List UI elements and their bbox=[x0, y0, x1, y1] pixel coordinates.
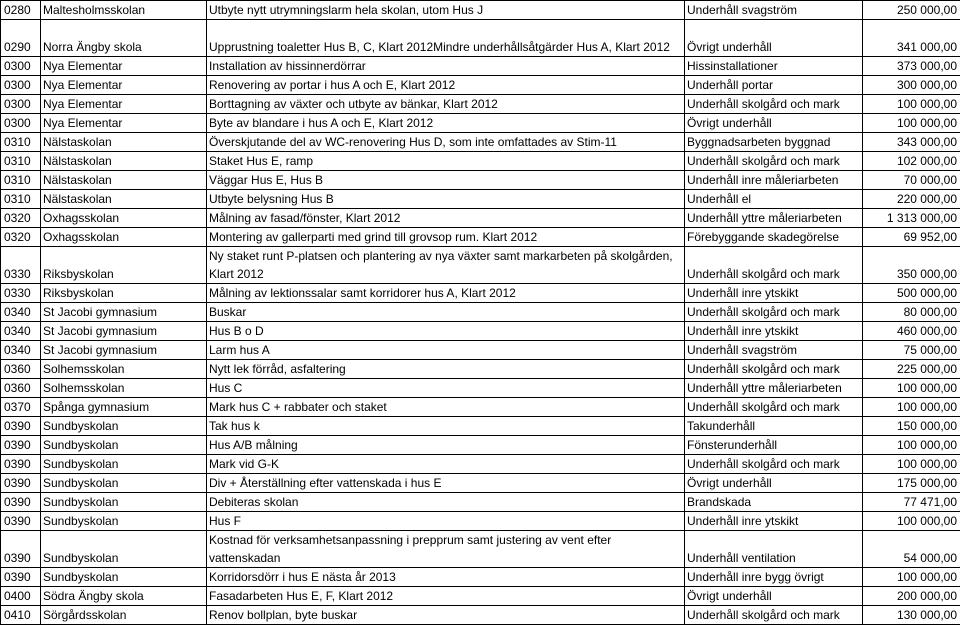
cell-code: 0360 bbox=[1, 360, 41, 379]
cell-category: Byggnadsarbeten byggnad bbox=[685, 133, 863, 152]
cell-category: Underhåll skolgård och mark bbox=[685, 303, 863, 322]
table-row bbox=[1, 76, 960, 95]
cell-category: Underhåll inre bygg övrigt bbox=[685, 568, 863, 587]
cell-school: Riksbyskolan bbox=[41, 247, 207, 284]
cell-school: Sundbyskolan bbox=[41, 474, 207, 493]
cell-school: Sundbyskolan bbox=[41, 568, 207, 587]
cell-category: Underhåll ventilation bbox=[685, 531, 863, 568]
table-row bbox=[1, 493, 960, 512]
table-row bbox=[1, 247, 960, 284]
table-row bbox=[1, 322, 960, 341]
table-row bbox=[1, 20, 960, 57]
cell-description: Div + Återställning efter vattenskada i hus E bbox=[207, 474, 685, 493]
cell-description: Installation av hissinnerdörrar bbox=[207, 57, 685, 76]
cell-description: Byte av blandare i hus A och E, Klart 2012 bbox=[207, 114, 685, 133]
cell-code: 0330 bbox=[1, 284, 41, 303]
cell-code: 0390 bbox=[1, 531, 41, 568]
cell-category: Underhåll skolgård och mark bbox=[685, 152, 863, 171]
cell-category: Övrigt underhåll bbox=[685, 20, 863, 57]
cell-category: Underhåll skolgård och mark bbox=[685, 95, 863, 114]
table-row bbox=[1, 284, 960, 303]
cell-description: Nytt lek förråd, asfaltering bbox=[207, 360, 685, 379]
cell-code: 0390 bbox=[1, 455, 41, 474]
cell-category: Hissinstallationer bbox=[685, 57, 863, 76]
cell-category: Takunderhåll bbox=[685, 417, 863, 436]
cell-description: Väggar Hus E, Hus B bbox=[207, 171, 685, 190]
cell-amount: 250 000,00 bbox=[863, 1, 960, 20]
cell-description: Ny staket runt P-platsen och plantering av nya växter samt markarbeten på skolgården, Klart 2012 bbox=[207, 247, 685, 284]
cell-amount: 343 000,00 bbox=[863, 133, 960, 152]
table-body bbox=[1, 1, 960, 625]
cell-description: Borttagning av växter och utbyte av bänkar, Klart 2012 bbox=[207, 95, 685, 114]
cell-description: Målning av lektionssalar samt korridorer hus A, Klart 2012 bbox=[207, 284, 685, 303]
cell-school: Sörgårdsskolan bbox=[41, 606, 207, 625]
cell-category: Underhåll skolgård och mark bbox=[685, 606, 863, 625]
cell-amount: 100 000,00 bbox=[863, 568, 960, 587]
cell-school: Nya Elementar bbox=[41, 114, 207, 133]
cell-category: Underhåll yttre måleriarbeten bbox=[685, 209, 863, 228]
cell-school: Solhemsskolan bbox=[41, 379, 207, 398]
cell-description: Hus A/B målning bbox=[207, 436, 685, 455]
cell-school: Nya Elementar bbox=[41, 95, 207, 114]
cell-category: Underhåll inre ytskikt bbox=[685, 322, 863, 341]
cell-code: 0340 bbox=[1, 303, 41, 322]
cell-code: 0310 bbox=[1, 133, 41, 152]
table-row bbox=[1, 228, 960, 247]
cell-amount: 80 000,00 bbox=[863, 303, 960, 322]
cell-category: Förebyggande skadegörelse bbox=[685, 228, 863, 247]
cell-category: Övrigt underhåll bbox=[685, 474, 863, 493]
cell-code: 0320 bbox=[1, 209, 41, 228]
cell-category: Underhåll svagström bbox=[685, 341, 863, 360]
cell-code: 0310 bbox=[1, 152, 41, 171]
cell-description: Buskar bbox=[207, 303, 685, 322]
cell-description: Tak hus k bbox=[207, 417, 685, 436]
cell-code: 0390 bbox=[1, 568, 41, 587]
cell-school: Oxhagsskolan bbox=[41, 209, 207, 228]
cell-description: Målning av fasad/fönster, Klart 2012 bbox=[207, 209, 685, 228]
cell-category: Underhåll yttre måleriarbeten bbox=[685, 379, 863, 398]
cell-school: St Jacobi gymnasium bbox=[41, 341, 207, 360]
cell-school: Nälstaskolan bbox=[41, 171, 207, 190]
cell-description: Utbyte belysning Hus B bbox=[207, 190, 685, 209]
table-row bbox=[1, 171, 960, 190]
cell-category: Underhåll inre ytskikt bbox=[685, 512, 863, 531]
cell-amount: 100 000,00 bbox=[863, 114, 960, 133]
cell-description: Kostnad för verksamhetsanpassning i prepprum samt justering av vent efter vattenskadan bbox=[207, 531, 685, 568]
cell-school: St Jacobi gymnasium bbox=[41, 303, 207, 322]
cell-school: Solhemsskolan bbox=[41, 360, 207, 379]
cell-category: Övrigt underhåll bbox=[685, 114, 863, 133]
cell-category: Brandskada bbox=[685, 493, 863, 512]
cell-code: 0300 bbox=[1, 76, 41, 95]
table-row bbox=[1, 512, 960, 531]
cell-amount: 373 000,00 bbox=[863, 57, 960, 76]
cell-description: Mark vid G-K bbox=[207, 455, 685, 474]
cell-amount: 300 000,00 bbox=[863, 76, 960, 95]
cell-school: Oxhagsskolan bbox=[41, 228, 207, 247]
cell-description: Larm hus A bbox=[207, 341, 685, 360]
cell-amount: 500 000,00 bbox=[863, 284, 960, 303]
cell-category: Fönsterunderhåll bbox=[685, 436, 863, 455]
cell-code: 0390 bbox=[1, 493, 41, 512]
cell-category: Underhåll skolgård och mark bbox=[685, 247, 863, 284]
cell-description: Hus F bbox=[207, 512, 685, 531]
table-row bbox=[1, 417, 960, 436]
cell-amount: 220 000,00 bbox=[863, 190, 960, 209]
cell-amount: 75 000,00 bbox=[863, 341, 960, 360]
cell-amount: 1 313 000,00 bbox=[863, 209, 960, 228]
cell-code: 0370 bbox=[1, 398, 41, 417]
cell-code: 0390 bbox=[1, 474, 41, 493]
table-row bbox=[1, 398, 960, 417]
cell-description: Fasadarbeten Hus E, F, Klart 2012 bbox=[207, 587, 685, 606]
table-row bbox=[1, 209, 960, 228]
cell-description: Korridorsdörr i hus E nästa år 2013 bbox=[207, 568, 685, 587]
cell-code: 0300 bbox=[1, 95, 41, 114]
cell-description: Debiteras skolan bbox=[207, 493, 685, 512]
cell-description: Renov bollplan, byte buskar bbox=[207, 606, 685, 625]
table-row bbox=[1, 57, 960, 76]
cell-amount: 100 000,00 bbox=[863, 398, 960, 417]
cell-school: Nälstaskolan bbox=[41, 133, 207, 152]
cell-code: 0310 bbox=[1, 190, 41, 209]
cell-school: Nälstaskolan bbox=[41, 190, 207, 209]
cell-category: Underhåll svagström bbox=[685, 1, 863, 20]
cell-amount: 77 471,00 bbox=[863, 493, 960, 512]
cell-category: Underhåll inre måleriarbeten bbox=[685, 171, 863, 190]
cell-code: 0320 bbox=[1, 228, 41, 247]
table-row bbox=[1, 341, 960, 360]
cell-school: Nälstaskolan bbox=[41, 152, 207, 171]
table-row bbox=[1, 474, 960, 493]
cell-school: Sundbyskolan bbox=[41, 493, 207, 512]
table-row bbox=[1, 568, 960, 587]
cell-code: 0400 bbox=[1, 587, 41, 606]
cell-code: 0310 bbox=[1, 171, 41, 190]
cell-amount: 100 000,00 bbox=[863, 512, 960, 531]
cell-amount: 100 000,00 bbox=[863, 436, 960, 455]
cell-code: 0280 bbox=[1, 1, 41, 20]
table-row bbox=[1, 587, 960, 606]
table-row bbox=[1, 1, 960, 20]
cell-amount: 100 000,00 bbox=[863, 379, 960, 398]
cell-school: St Jacobi gymnasium bbox=[41, 322, 207, 341]
table-row bbox=[1, 190, 960, 209]
cell-description: Upprustning toaletter Hus B, C, Klart 2012Mindre underhållsåtgärder Hus A, Klart 2012 bbox=[207, 20, 685, 57]
cell-description: Mark hus C + rabbater och staket bbox=[207, 398, 685, 417]
cell-code: 0390 bbox=[1, 417, 41, 436]
cell-school: Sundbyskolan bbox=[41, 417, 207, 436]
table-row bbox=[1, 379, 960, 398]
cell-amount: 102 000,00 bbox=[863, 152, 960, 171]
cell-category: Underhåll skolgård och mark bbox=[685, 360, 863, 379]
table-row bbox=[1, 531, 960, 568]
cell-category: Underhåll inre ytskikt bbox=[685, 284, 863, 303]
cell-description: Hus C bbox=[207, 379, 685, 398]
cell-code: 0390 bbox=[1, 512, 41, 531]
table-row bbox=[1, 133, 960, 152]
cell-amount: 350 000,00 bbox=[863, 247, 960, 284]
cell-school: Sundbyskolan bbox=[41, 436, 207, 455]
table-row bbox=[1, 360, 960, 379]
table-row bbox=[1, 455, 960, 474]
table-row bbox=[1, 436, 960, 455]
cell-school: Norra Ängby skola bbox=[41, 20, 207, 57]
cell-school: Sundbyskolan bbox=[41, 512, 207, 531]
cell-amount: 175 000,00 bbox=[863, 474, 960, 493]
cell-category: Övrigt underhåll bbox=[685, 587, 863, 606]
cell-code: 0300 bbox=[1, 114, 41, 133]
cell-school: Riksbyskolan bbox=[41, 284, 207, 303]
cell-school: Sundbyskolan bbox=[41, 531, 207, 568]
cell-amount: 70 000,00 bbox=[863, 171, 960, 190]
cell-code: 0340 bbox=[1, 322, 41, 341]
cell-code: 0300 bbox=[1, 57, 41, 76]
cell-school: Södra Ängby skola bbox=[41, 587, 207, 606]
cell-description: Överskjutande del av WC-renovering Hus D, som inte omfattades av Stim-11 bbox=[207, 133, 685, 152]
cell-amount: 200 000,00 bbox=[863, 587, 960, 606]
table-row bbox=[1, 114, 960, 133]
cell-amount: 225 000,00 bbox=[863, 360, 960, 379]
cell-school: Sundbyskolan bbox=[41, 455, 207, 474]
cell-description: Utbyte nytt utrymningslarm hela skolan, utom Hus J bbox=[207, 1, 685, 20]
cell-description: Montering av gallerparti med grind till grovsop rum. Klart 2012 bbox=[207, 228, 685, 247]
cell-school: Spånga gymnasium bbox=[41, 398, 207, 417]
table-row bbox=[1, 606, 960, 625]
cell-code: 0340 bbox=[1, 341, 41, 360]
cell-description: Hus B o D bbox=[207, 322, 685, 341]
cell-code: 0290 bbox=[1, 20, 41, 57]
table-row bbox=[1, 152, 960, 171]
cell-category: Underhåll el bbox=[685, 190, 863, 209]
cell-school: Nya Elementar bbox=[41, 76, 207, 95]
cell-category: Underhåll portar bbox=[685, 76, 863, 95]
cell-amount: 100 000,00 bbox=[863, 95, 960, 114]
cell-description: Renovering av portar i hus A och E, Klart 2012 bbox=[207, 76, 685, 95]
cell-amount: 100 000,00 bbox=[863, 455, 960, 474]
cell-amount: 54 000,00 bbox=[863, 531, 960, 568]
cell-category: Underhåll skolgård och mark bbox=[685, 398, 863, 417]
cell-description: Staket Hus E, ramp bbox=[207, 152, 685, 171]
cell-amount: 150 000,00 bbox=[863, 417, 960, 436]
cell-code: 0330 bbox=[1, 247, 41, 284]
table-row bbox=[1, 303, 960, 322]
table-row bbox=[1, 95, 960, 114]
cell-school: Nya Elementar bbox=[41, 57, 207, 76]
cell-code: 0360 bbox=[1, 379, 41, 398]
cell-amount: 130 000,00 bbox=[863, 606, 960, 625]
cell-code: 0410 bbox=[1, 606, 41, 625]
cell-category: Underhåll skolgård och mark bbox=[685, 455, 863, 474]
cell-amount: 69 952,00 bbox=[863, 228, 960, 247]
cell-amount: 460 000,00 bbox=[863, 322, 960, 341]
cell-school: Maltesholmsskolan bbox=[41, 1, 207, 20]
cell-code: 0390 bbox=[1, 436, 41, 455]
cell-amount: 341 000,00 bbox=[863, 20, 960, 57]
